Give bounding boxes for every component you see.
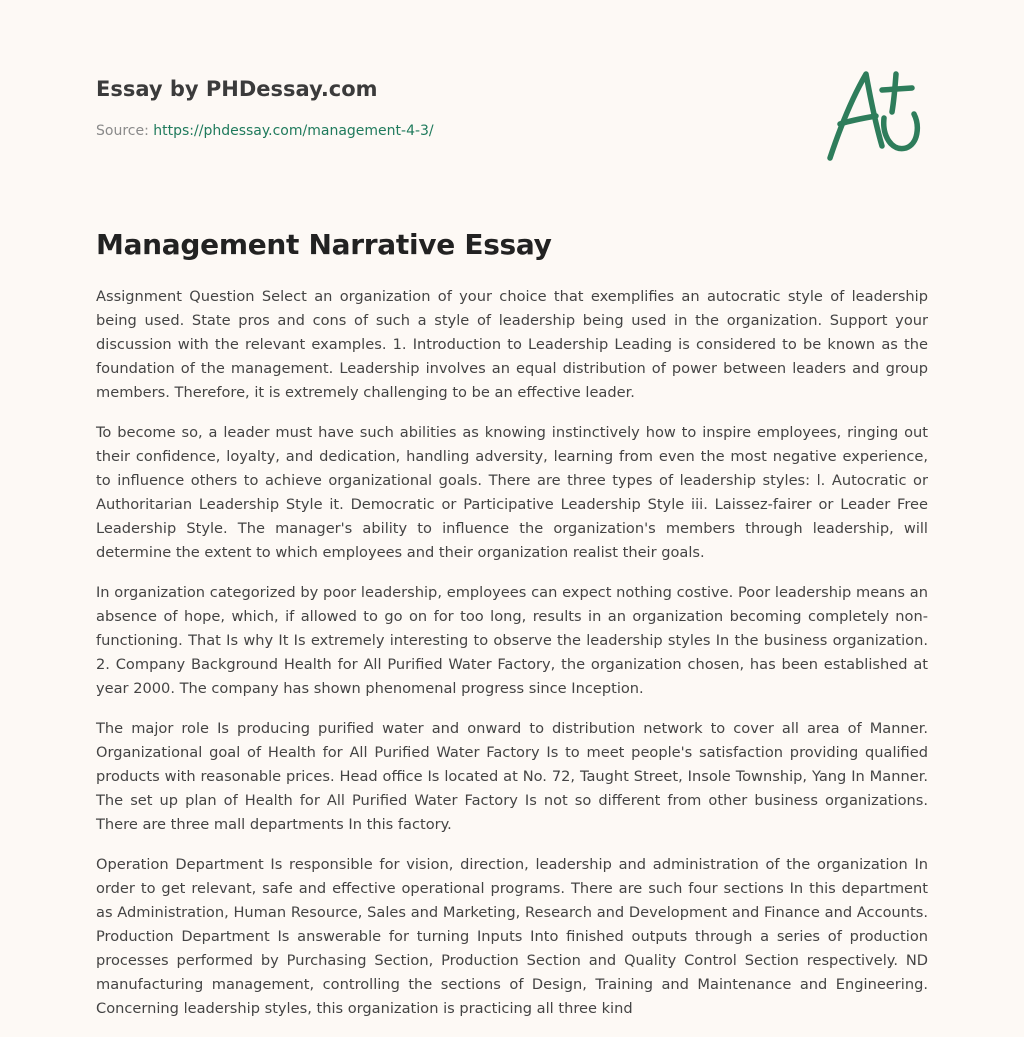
essay-header [96, 74, 796, 141]
essay-title: Management Narrative Essay [96, 228, 552, 261]
essay-paragraph: Operation Department Is responsible for vision, direction, leadership and administration of the organization In order to get relevant, safe and effective operational programs. There are such four sections In this department as Administration, Human Resource, Sales and Marketing, Research and Development and Finance and Accounts. Production Department Is answerable for turning Inputs Into finished outputs through a series of production processes performed by Purchasing Section, Production Section and Quality Control Section respectively. ND manufacturing management, controlling the sections of Design, Training and Maintenance and Engineering. Concerning leadership styles, this organization is practicing all three kind [96, 856, 928, 1017]
site-title: Essay by PHDessay.com [96, 77, 378, 101]
source-link[interactable]: https://phdessay.com/management-4-3/ [153, 123, 434, 139]
essay-paragraph: The major role Is producing purified water and onward to distribution network to cover all area of Manner. Organizational goal of Health for All Purified Water Factory Is to meet people's satisfaction providing qualified products with reasonable prices. Head office Is located at No. 72, Taught Street, Insole Township, Yang In Manner. The set up plan of Health for All Purified Water Factory Is not so different from other business organizations. There are three mall departments In this factory. [96, 720, 928, 833]
source-line [96, 121, 796, 141]
essay-paragraph: To become so, a leader must have such abilities as knowing instinctively how to inspire employees, ringing out their confidence, loyalty, and dedication, handling adversity, learning from even the most negative experience, to influence others to achieve organizational goals. There are three types of leadership styles: l. Autocratic or Authoritarian Leadership Style it. Democratic or Participative Leadership Style iii. Laissez-fairer or Leader Free Leadership Style. The manager's ability to influence the organization's members through leadership, will determine the extent to which employees and their organization realist their goals. [96, 424, 928, 561]
essay-paragraph: In organization categorized by poor leadership, employees can expect nothing costive. Poor leadership means an absence of hope, which, if allowed to go on for too long, results in an organization becoming completely non-functioning. That Is why It Is extremely interesting to observe the leadership styles In the business organization. 2. Company Background Health for All Purified Water Factory, the organization chosen, has been established at year 2000. The company has shown phenomenal progress since Inception. [96, 584, 928, 697]
source-label: Source: [96, 123, 149, 139]
essay-paragraph: Assignment Question Select an organization of your choice that exemplifies an autocratic style of leadership being used. State pros and cons of such a style of leadership being used in the organization. Support your discussion with the relevant examples. 1. Introduction to Leadership Leading is considered to be known as the foundation of the management. Leadership involves an equal distribution of power between leaders and group members. Therefore, it is extremely challenging to be an effective leader. [96, 288, 928, 401]
a-plus-grade-icon [822, 66, 930, 166]
essay-body [96, 285, 928, 1037]
